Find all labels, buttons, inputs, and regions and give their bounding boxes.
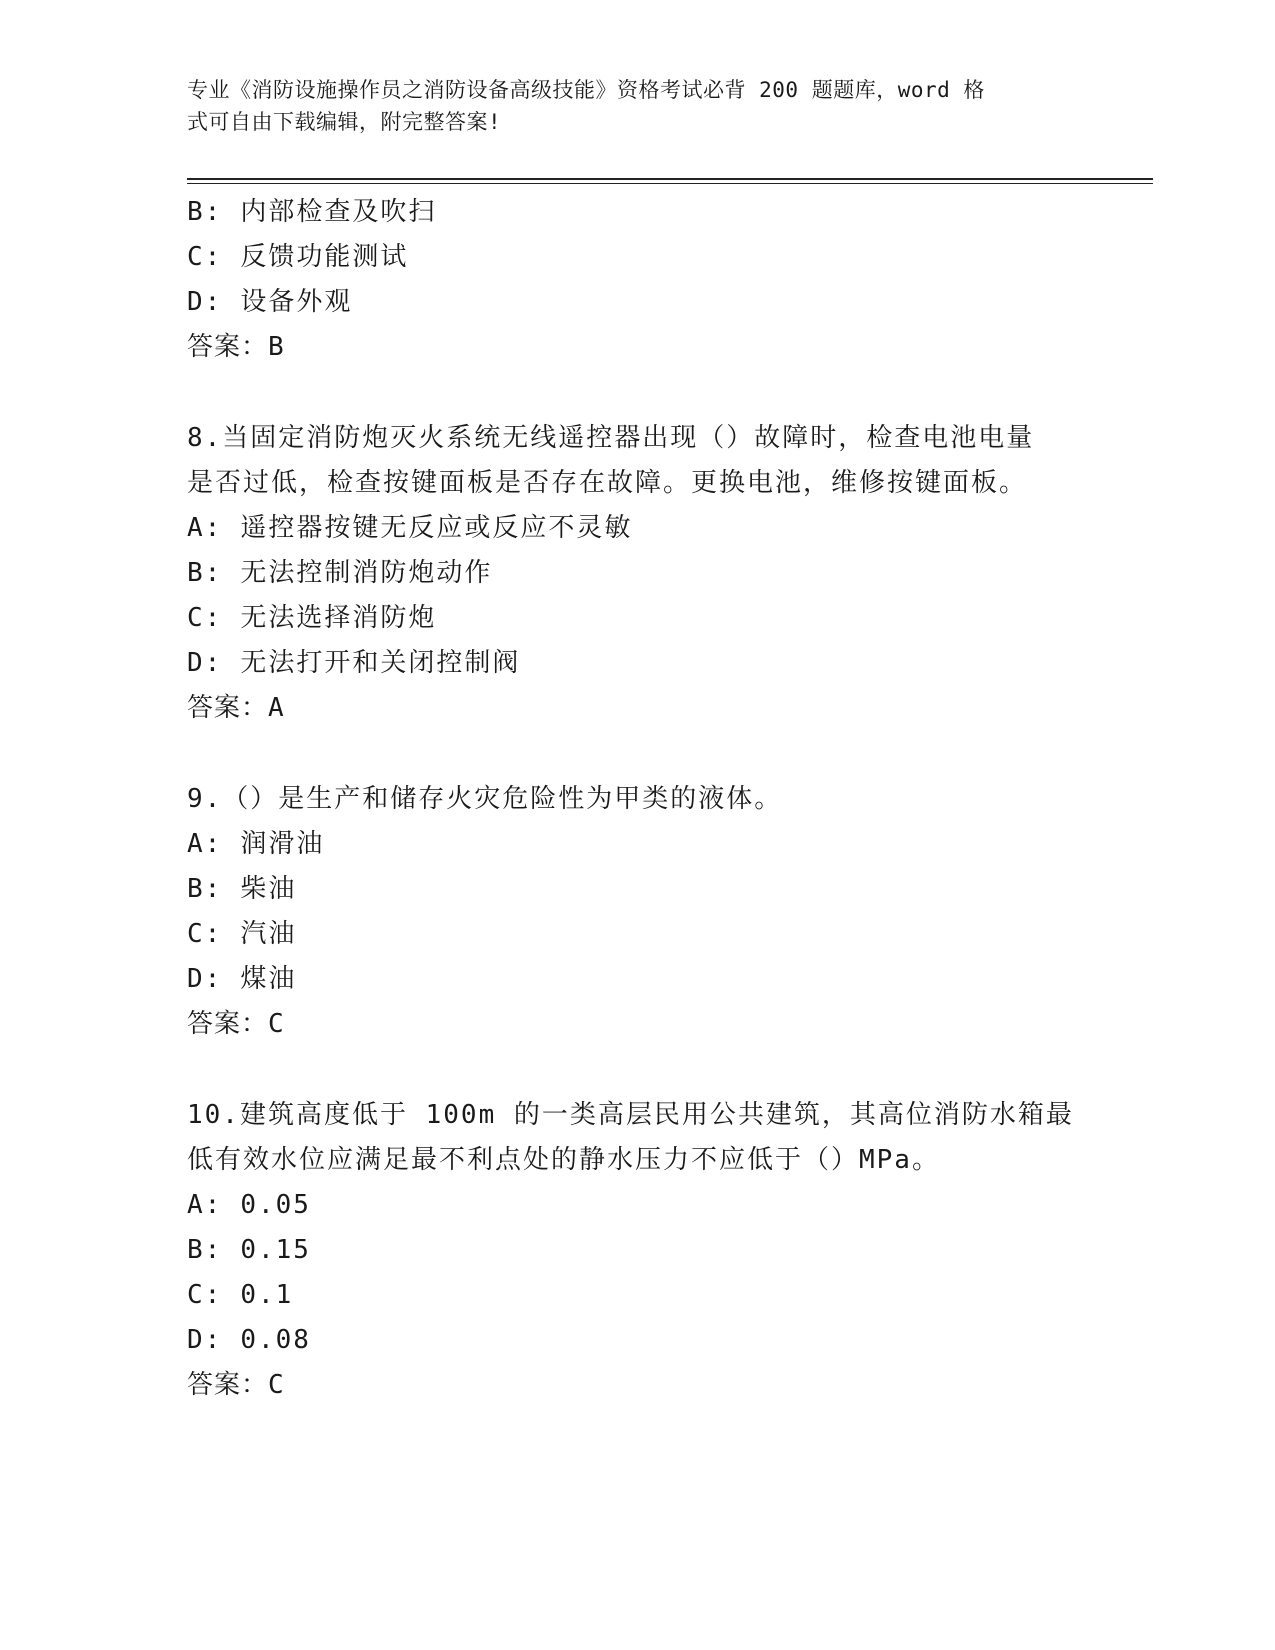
option-key: C: xyxy=(187,1280,223,1310)
option-key: B: xyxy=(187,558,223,588)
option-a xyxy=(187,1183,1087,1228)
question-text-line: 8.当固定消防炮灭火系统无线遥控器出现（）故障时，检查电池电量 xyxy=(187,423,1035,453)
option-d xyxy=(187,957,1087,1002)
option-key: B: xyxy=(187,1235,223,1265)
option-b xyxy=(187,867,1087,912)
question-10 xyxy=(187,1093,1087,1408)
option-key: D: xyxy=(187,287,223,317)
question-list xyxy=(187,190,1087,1408)
option-text: 无法控制消防炮动作 xyxy=(240,558,493,588)
answer-line: 答案：C xyxy=(187,1009,285,1039)
question-text-line: 9.（）是生产和储存火灾危险性为甲类的液体。 xyxy=(187,784,783,814)
option-text: 煤油 xyxy=(240,964,297,994)
option-c xyxy=(187,912,1087,957)
option-text: 润滑油 xyxy=(240,829,325,859)
header-line-2: 式可自由下载编辑，附完整答案! xyxy=(187,110,502,134)
option-key: A: xyxy=(187,829,223,859)
spacer xyxy=(187,731,1087,777)
question-9 xyxy=(187,777,1087,1047)
option-key: D: xyxy=(187,648,223,678)
option-key: B: xyxy=(187,197,223,227)
option-text: 反馈功能测试 xyxy=(240,242,409,272)
option-c xyxy=(187,235,1087,280)
option-key: C: xyxy=(187,603,223,633)
continued-question xyxy=(187,190,1087,370)
option-text: 0.05 xyxy=(240,1190,311,1220)
option-d xyxy=(187,1318,1087,1363)
option-text: 无法选择消防炮 xyxy=(240,603,437,633)
option-key: C: xyxy=(187,242,223,272)
answer-line: 答案：B xyxy=(187,332,285,362)
option-key: D: xyxy=(187,964,223,994)
option-d xyxy=(187,280,1087,325)
document-header xyxy=(187,74,1067,138)
answer-line: 答案：C xyxy=(187,1370,285,1400)
option-text: 0.1 xyxy=(240,1280,294,1310)
option-text: 无法打开和关闭控制阀 xyxy=(240,648,521,678)
option-b xyxy=(187,190,1087,235)
option-text: 设备外观 xyxy=(240,287,353,317)
question-8 xyxy=(187,416,1087,731)
option-text: 遥控器按键无反应或反应不灵敏 xyxy=(240,513,633,543)
option-b xyxy=(187,551,1087,596)
spacer xyxy=(187,370,1087,416)
option-key: A: xyxy=(187,513,223,543)
answer-line: 答案：A xyxy=(187,693,285,723)
option-key: C: xyxy=(187,919,223,949)
option-b xyxy=(187,1228,1087,1273)
question-text-line: 10.建筑高度低于 100m 的一类高层民用公共建筑，其高位消防水箱最 xyxy=(187,1100,1074,1130)
option-c xyxy=(187,1273,1087,1318)
option-d xyxy=(187,641,1087,686)
spacer xyxy=(187,1047,1087,1093)
option-key: A: xyxy=(187,1190,223,1220)
option-text: 0.08 xyxy=(240,1325,311,1355)
option-text: 0.15 xyxy=(240,1235,311,1265)
option-a xyxy=(187,506,1087,551)
question-text-line: 低有效水位应满足最不利点处的静水压力不应低于（）MPa。 xyxy=(187,1145,940,1175)
header-rule-thin xyxy=(187,183,1153,184)
option-a xyxy=(187,822,1087,867)
header-line-1: 专业《消防设施操作员之消防设备高级技能》资格考试必背 200 题题库，word 格 xyxy=(187,78,985,102)
header-rule-thick xyxy=(187,178,1153,180)
option-key: B: xyxy=(187,874,223,904)
question-text-line: 是否过低，检查按键面板是否存在故障。更换电池，维修按键面板。 xyxy=(187,468,1028,498)
option-c xyxy=(187,596,1087,641)
option-text: 汽油 xyxy=(240,919,297,949)
option-text: 柴油 xyxy=(240,874,297,904)
option-key: D: xyxy=(187,1325,223,1355)
option-text: 内部检查及吹扫 xyxy=(240,197,437,227)
